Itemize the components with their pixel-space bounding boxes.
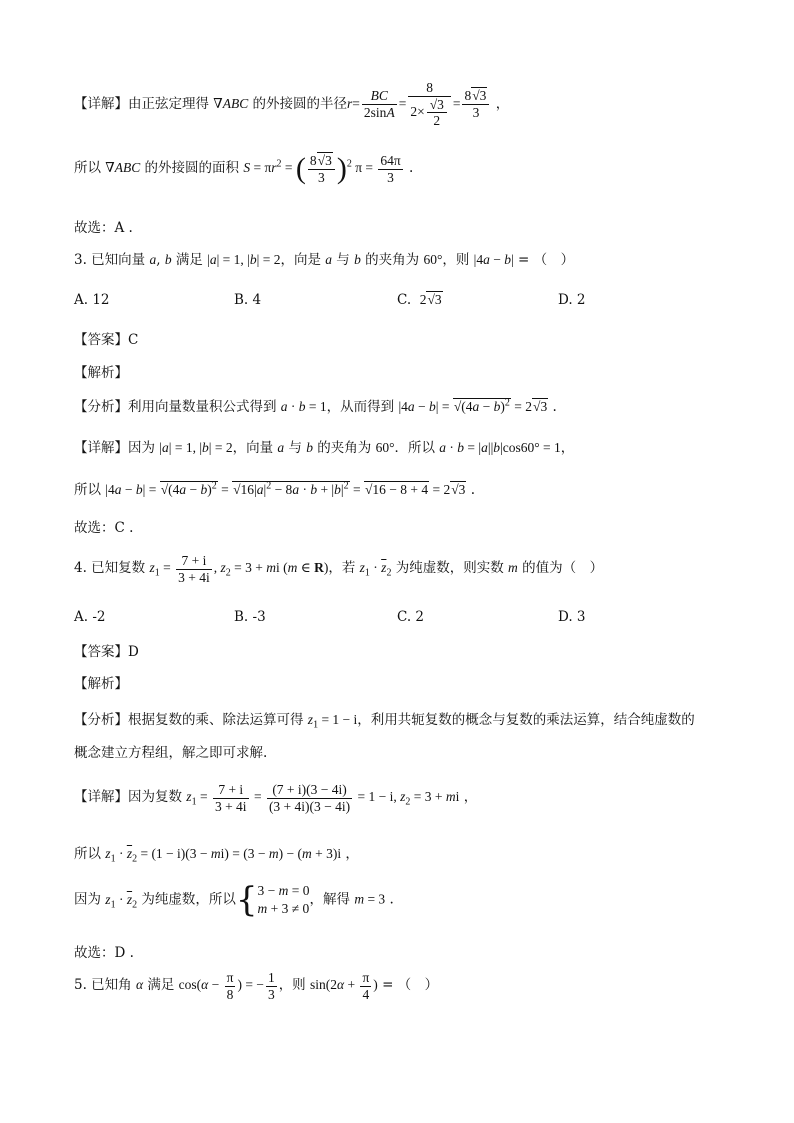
jiexi-3: 【解析】 — [74, 365, 128, 381]
yinwei-4: 因为 $z_1 \cdot \overline{z}_2$ 为纯虚数，所以{ 3 − m = 0 m + 3 ≠ 0 ，解得 m = 3 . — [74, 880, 394, 920]
question-4: 4. 已知复数 $z_1$ = $\frac{7 + i}{3 + 4i}$ , $z_2 = 3$ + mi (m ∈ R)，若 $z_1 \cdot \overline{z}_2$ 为纯虚数，则实数 m 的值为（ ） — [74, 553, 604, 585]
suoyi-3: 所以 $|4a - b| = √(4a - b)^2 = √16|a|^2 - 8a \cdot b + |b|^2 = √16 - 8 + 4 = 2√3$ . — [74, 480, 475, 498]
option-d: D. 2 — [558, 292, 586, 308]
fenxi-3: 【分析】利用向量数量积公式得到 a · b = 1，从而得到 $|4a - b| = √(4a - b)^2 = 2√3$ . — [74, 397, 557, 415]
answer-3: 【答案】C — [74, 332, 139, 348]
xiangjie-3: 【详解】因为 |a| = 1, |b| = 2，向量 a 与 b 的夹角为 60°．所以 a · b = |a||b|cos60° = 1， — [74, 440, 575, 456]
question-3: 3. 已知向量 a, b 满足 |a| = 1, |b| = 2，向是 a 与 b 的夹角为 60°，则 |4a − b| = （ ） — [74, 252, 575, 268]
choose-c: 故选：C . — [74, 520, 134, 536]
option-c-4: C. 2 — [397, 609, 425, 625]
answer-4: 【答案】D — [74, 644, 139, 660]
fenxi-4-line1: 【分析】根据复数的乘、除法运算可得 $z_1 = 1 - i$，利用共轭复数的概念与复数的乘法运算，结合纯虚数的 — [74, 712, 695, 731]
question-5: 5. 已知角 α 满足 cos(α − $\frac{\pi}{8}$ ) = − $\frac{1}{3}$ ，则 sin(2α + $\frac{\pi}{4}$ ) = （ ） — [74, 970, 439, 1002]
option-b-4: B. -3 — [234, 609, 266, 625]
solution-circumradius: 【详解】由正弦定理得 ∇ABC 的外接圆的半径r= $\frac{BC}{2\sin A}$ = 8 2× $\frac{√3}{2}$ = $\frac{8√3}{3}$ ， — [74, 80, 510, 129]
option-c: C. 2√3 — [397, 292, 442, 308]
choose-a: 故选：A . — [74, 220, 133, 236]
fenxi-4-line2: 概念建立方程组，解之即可求解. — [74, 745, 268, 761]
jiexi-4: 【解析】 — [74, 676, 128, 692]
label-xiangjie: 【详解】 — [74, 95, 128, 112]
choose-d: 故选：D . — [74, 945, 134, 961]
option-d-4: D. 3 — [558, 609, 586, 625]
option-a-4: A. -2 — [74, 609, 106, 625]
option-b: B. 4 — [234, 292, 262, 308]
option-a: A. 12 — [74, 292, 110, 308]
suoyi-4: 所以 $z_1 \cdot \overline{z}_2 = (1 - i)(3 - mi) = (3 - m) - (m + 3)i$ ， — [74, 846, 359, 865]
solution-area: 所以 ∇ABC 的外接圆的面积 $S = \pi r^2$ = ( $\frac{8√3}{3}$ )$^2$ π = $\frac{64\pi}{3}$ . — [74, 152, 414, 185]
xiangjie-4: 【详解】因为复数 $z_1$ = $\frac{7 + i}{3 + 4i}$ = $\frac{(7 + i)(3 - 4i)}{(3 + 4i)(3 - 4i)}$ = 1 − i, $z_2 = 3$ + mi ， — [74, 782, 478, 814]
